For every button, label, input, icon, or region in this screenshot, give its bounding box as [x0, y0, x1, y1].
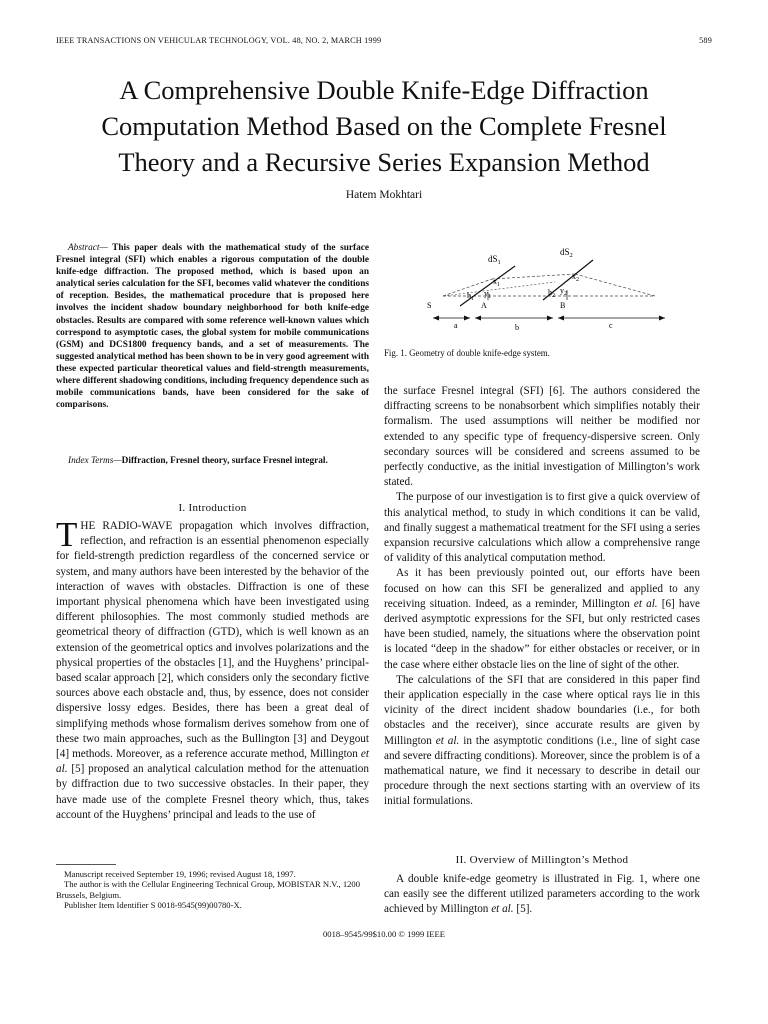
label-y1: $y_1$: [484, 289, 491, 300]
label-y2: $y_2$: [560, 286, 567, 297]
title-line: Theory and a Recursive Series Expansion Method: [118, 147, 650, 177]
copyright-line: 0018–9545/99$10.00 © 1999 IEEE: [322, 929, 446, 939]
footnote-affiliation: The author is with the Cellular Engineering Technical Group, MOBISTAR N.V., 1200 Brussels, Belgium.: [56, 879, 361, 900]
section-heading-overview: II. Overview of Millington’s Method: [455, 854, 629, 866]
knife-edge-diagram: [415, 244, 671, 334]
label-point-a: A: [481, 301, 487, 310]
abstract-text: This paper deals with the mathematical study of the surface Fresnel integral (SFI) which enables a rigorous computation of the double knife-edge diffraction. The proposed method, which is based upon an analytical series calculation for the SFI, becomes valid whatever the conditions of reception. Besides, the mathematical procedure that is proposed here involves the incident shadow boundary neighborhood for both knife-edge obstacles. Results are compared with some reference well-known values which correspond to asymptotic cases, the global system for mobile communications (GSM) and DCS1800 frequency bands, and a set of measurements. The suggested analytical method has been shown to be in very good agreement with these expected particular theoretical values and field-strength measurements, where different shadowing conditions, including frequency dependence such as mobile communications bands, have been considered for the sake of comparisons.: [56, 243, 369, 411]
right-column-body: [384, 384, 700, 810]
title-line: Computation Method Based on the Complete Fresnel: [101, 111, 667, 141]
drop-cap: T: [56, 515, 78, 554]
index-terms-label: Index Terms—: [68, 456, 122, 466]
label-h1: $h_1$: [467, 291, 474, 302]
label-ds1: $dS_1$: [488, 254, 501, 266]
label-point-b: B: [560, 301, 566, 310]
author-name: Hatem Mokhtari: [345, 189, 423, 201]
arrow-head: [475, 316, 481, 321]
label-distance-c: c: [609, 321, 613, 330]
label-distance-a: a: [454, 321, 458, 330]
page-number: 589: [699, 36, 712, 45]
arrow-head: [558, 316, 564, 321]
title-line: A Comprehensive Double Knife-Edge Diffraction: [119, 75, 649, 105]
arrow-head: [659, 316, 665, 321]
figure-1: [415, 244, 671, 334]
label-ds2: $dS_2$: [560, 247, 573, 259]
label-h2: $h_2$: [548, 288, 555, 299]
intro-paragraph: propagation which involves diffraction, reflection, and refraction is an essential phenomenon especially for field-strength prediction regardless of the concerned service or system, and many authors have been interested by the behavior of the interaction of waves with obstacles. Diffraction is one of these important physical phenomena which have been investigated using different philosophies. The most commonly studied methods are geometrical theory of diffraction (GTD), which is well known as an extension of the geometrical optics and involves polarizations and the physical properties of the obstacles [1], and the Huyghens’ principal-based scalar approach [2], which considers only the secondary fictive sources above each obstacle and, thus, by essence, does not consider dispersive lossy edges. Besides, there has been a great deal of simplifying methods whose formalism derives somehow from one of these two main approaches, such as the Bullington [3] and Deygout [4] methods. Moreover, as a reference accurate method, Millington: [56, 520, 369, 761]
paragraph: A double knife-edge geometry is illustrated in Fig. 1, where one can easily see the different utilized parameters according to the work achieved by Millington et al. [5].: [384, 873, 700, 916]
arrow-head: [464, 316, 470, 321]
section-2-body: [384, 872, 700, 918]
arrow-head: [433, 316, 439, 321]
label-x1: $x_1$: [493, 277, 500, 288]
introduction-body: [56, 515, 369, 823]
et-al: et al.: [435, 734, 460, 747]
figure-caption: Fig. 1. Geometry of double knife-edge system.: [384, 348, 550, 358]
footnote-identifier: Publisher Item Identifier S 0018-9545(99)00780-X.: [64, 900, 242, 911]
screen-1: [460, 266, 515, 306]
intro-lead: HE RADIO-WAVE: [80, 520, 173, 532]
journal-name: IEEE TRANSACTIONS ON VEHICULAR TECHNOLOGY, VOL. 48, NO. 2, MARCH 1999: [56, 36, 382, 45]
intro-paragraph-end: [5] proposed an analytical calculation method for the attenuation by diffraction due to two successive obstacles. In their paper, they have made use of the complete Fresnel theory which, thus, takes account of the Huyghens’ principal and leads to the use of: [56, 763, 369, 821]
et-al: et al.: [633, 597, 658, 610]
index-terms-text: Diffraction, Fresnel theory, surface Fresnel integral.: [121, 456, 328, 466]
ray-line: [575, 274, 655, 296]
paragraph: the surface Fresnel integral (SFI) [6]. The authors considered the diffracting screens to be nonabsorbent which simplifies notably their formalism. The used assumptions will neither be modified nor extended to any specific type of frequency-dispersive screen. Only secondary sources will be considered and screens assumed to be perfectly conductive, as the initial investigation of Millington’s work stated.: [384, 385, 700, 489]
label-x2: $x_2$: [572, 272, 579, 283]
paragraph: The calculations of the SFI that are considered in this paper find their application especially in the case where optical rays lie in this vicinity of the direct incident shadow boundaries (i.e., for both obstacles and the receiver), since accurate results are given by Millington et al. in the asymptotic conditions (i.e., line of sight case and severe diffracting conditions). Moreover, since the problem is of a mathematical nature, we find it necessary to describe in detail our procedure through the next sections starting with an overview of its initial formulations.: [384, 673, 700, 808]
ray-line: [492, 274, 575, 279]
abstract-label: Abstract—: [68, 243, 108, 253]
abstract: [56, 242, 369, 411]
index-terms: [56, 455, 369, 467]
paragraph: As it has been previously pointed out, our efforts have been focused on how can this SFI be generalized and applied to any receiving situation. Indeed, as a reminder, Millington et al. [6] have derived asymptotic expressions for the SFI, but only restricted cases have been studied, namely, the situations where the observation point is located “deep in the shadow” for either obstacles or receiver, or in the case where either obstacle lies on the line of sight of the other.: [384, 567, 701, 671]
section-heading-introduction: I. Introduction: [178, 502, 247, 514]
footnotes: [56, 869, 369, 911]
footnote-rule: [56, 864, 116, 865]
paper-title: [40, 72, 728, 180]
footnote-received: Manuscript received September 19, 1996; revised August 18, 1997.: [64, 869, 296, 879]
paragraph: The purpose of our investigation is to first give a quick overview of this analytical method, to study in which conditions it can be valid, and finally suggest a mathematical treatment for the SFI using a series expansion recursive calculations which allow a comprehensive range of validity of this analytical computation method.: [384, 491, 700, 565]
arrow-head: [547, 316, 553, 321]
et-al: et al.: [56, 748, 369, 776]
label-source-s: S: [427, 301, 432, 310]
et-al: et al.: [491, 903, 514, 916]
label-distance-b: b: [515, 323, 519, 332]
running-head: [56, 36, 712, 48]
